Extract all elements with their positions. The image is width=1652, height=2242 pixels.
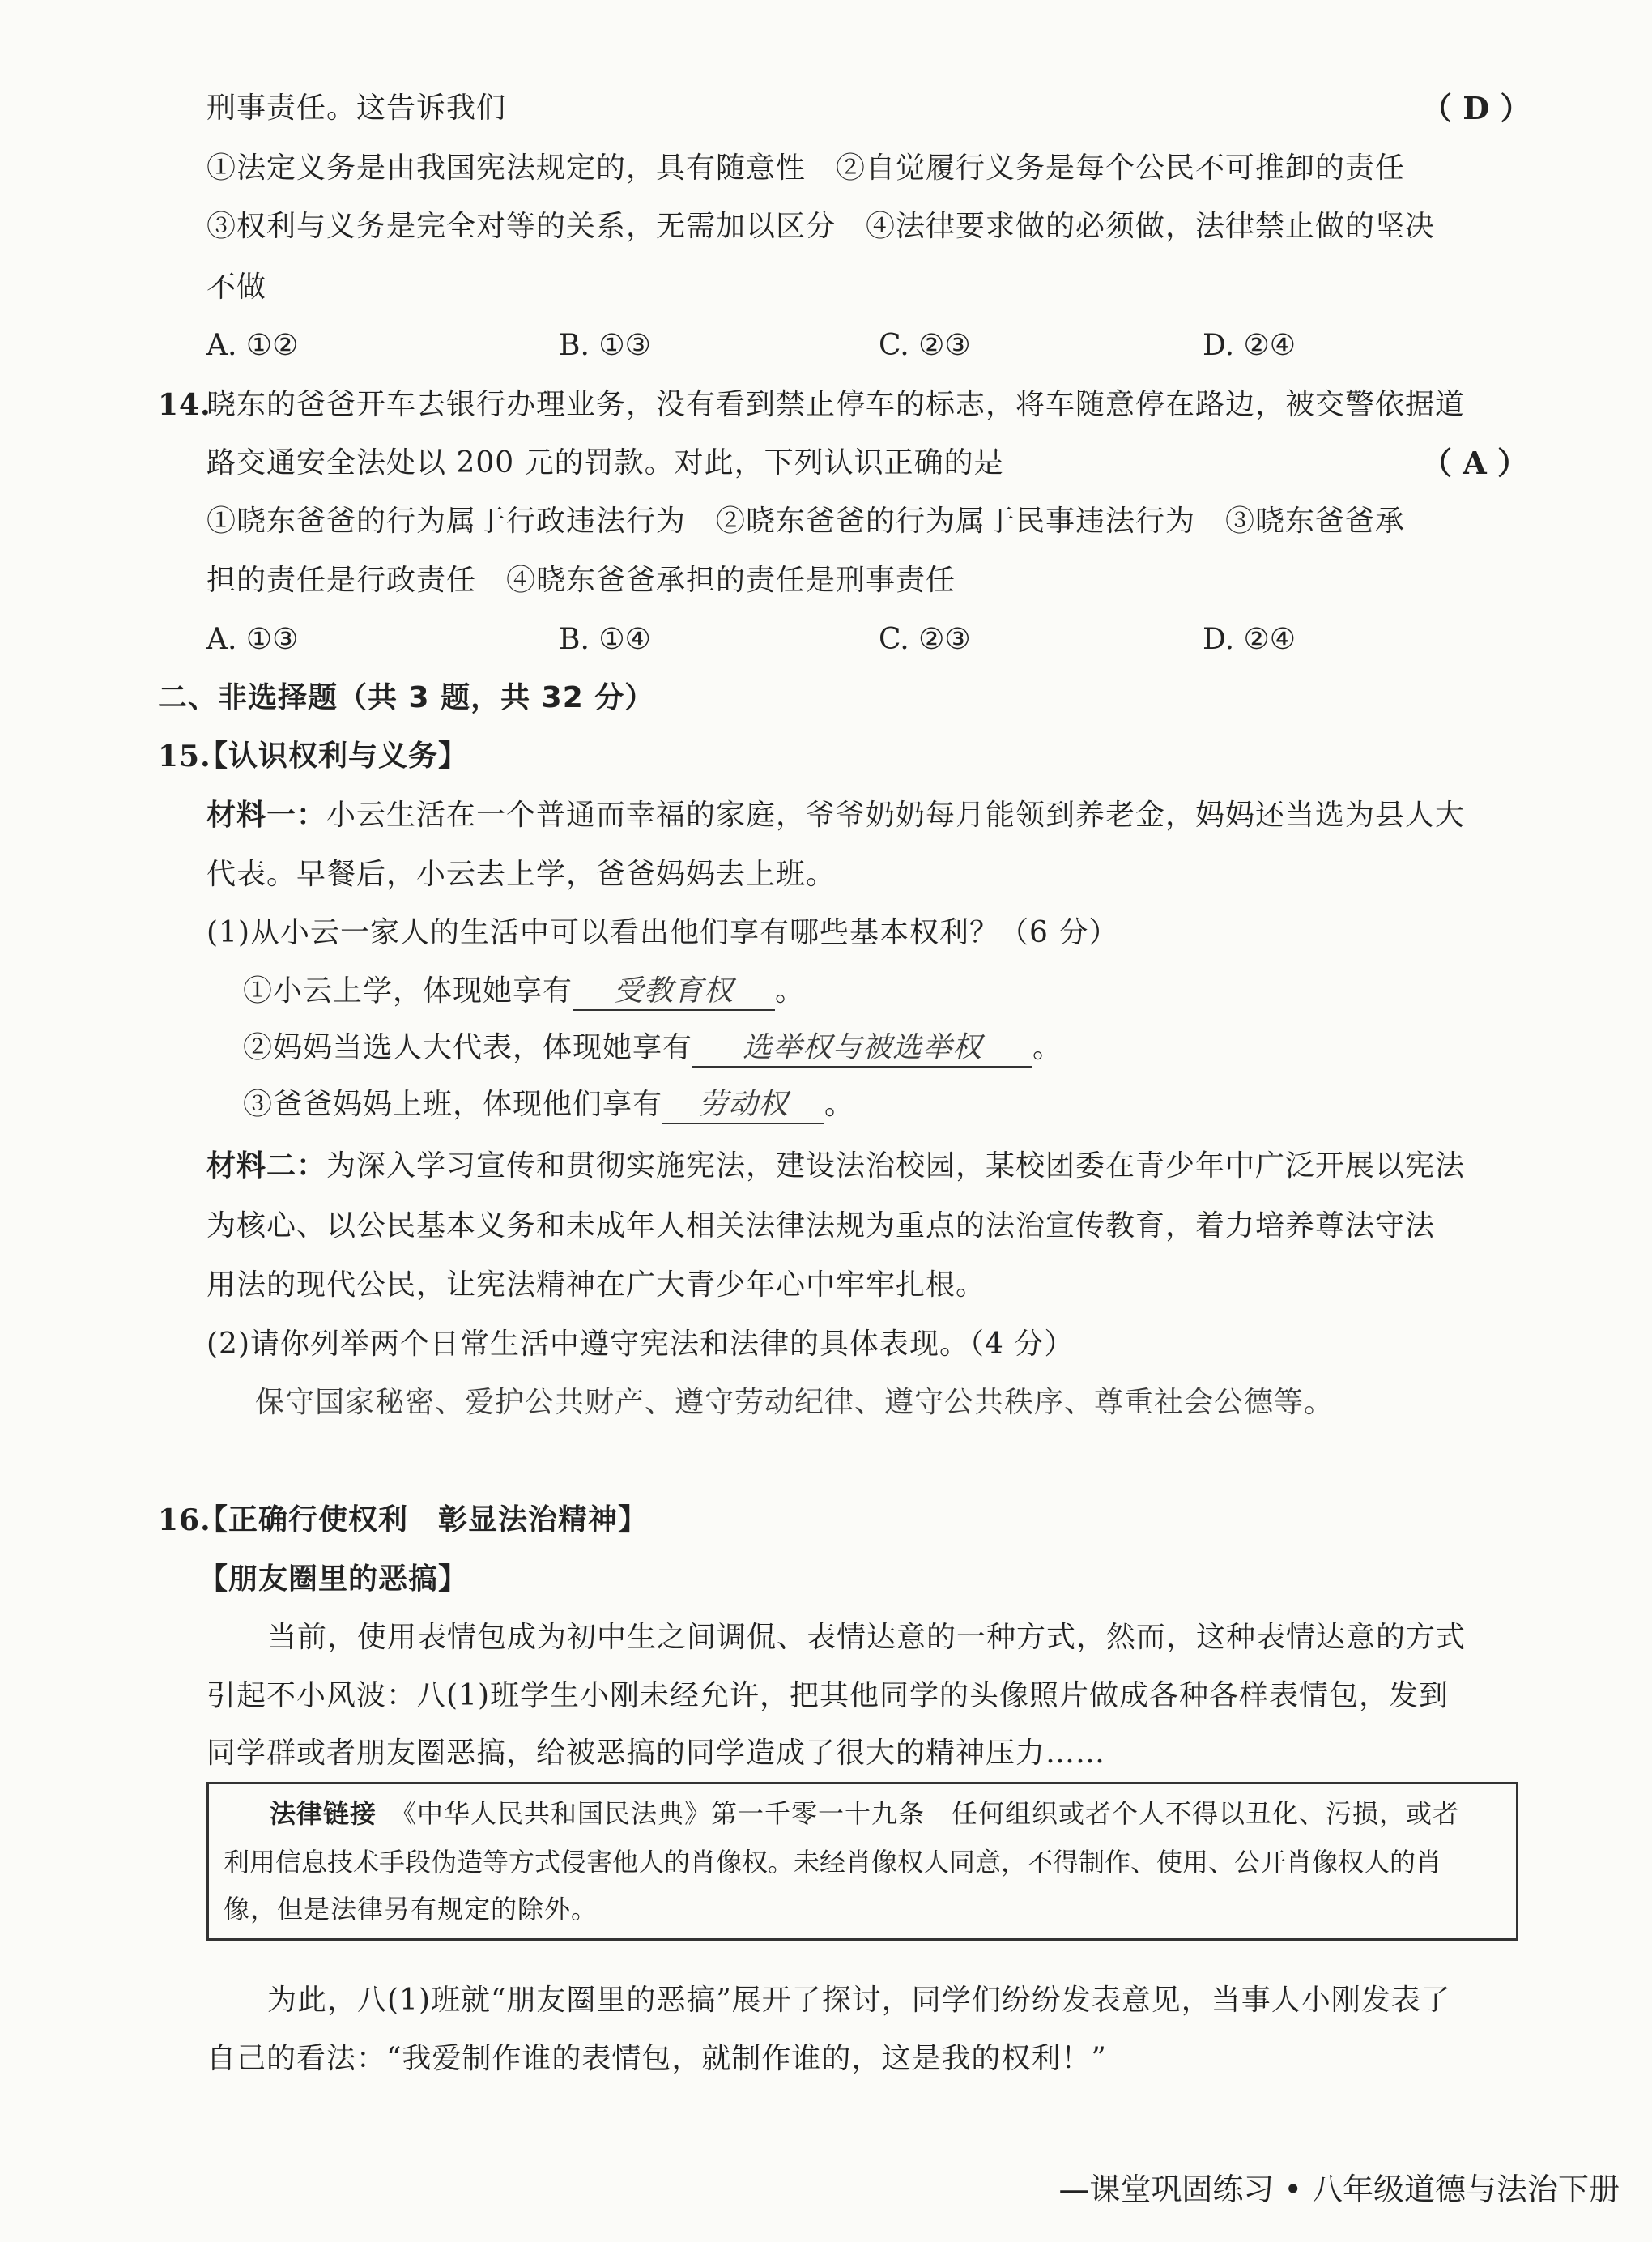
q13-statements-line1: ①法定义务是由我国宪法规定的，具有随意性 ②自觉履行义务是每个公民不可推卸的责任 <box>206 151 1406 185</box>
q16-subtitle: 【朋友圈里的恶搞】 <box>198 1562 469 1596</box>
q13-option-d: D. ②④ <box>1203 329 1296 362</box>
section-2-heading: 二、非选择题（共 3 题，共 32 分） <box>158 681 655 714</box>
q15-answer-2-fill: 选举权与被选举权 <box>692 1030 1032 1068</box>
q14-stem-line2: 路交通安全法处以 200 元的罚款。对此，下列认识正确的是 <box>206 446 1004 480</box>
q15-answer-1-fill: 受教育权 <box>573 974 775 1011</box>
q13-option-a: A. ①② <box>206 329 299 362</box>
page-footer: —课堂巩固练习 • 八年级道德与法治下册 <box>1058 2172 1620 2207</box>
q15-sub-question-2: (2)请你列举两个日常生活中遵守宪法和法律的具体表现。（4 分） <box>206 1328 1075 1361</box>
q15-title: 【认识权利与义务】 <box>198 740 469 773</box>
q15-answer-1-period: 。 <box>775 974 806 1008</box>
q14-option-b: B. ①④ <box>559 623 651 656</box>
q14-statements-line2: 担的责任是行政责任 ④晓东爸爸承担的责任是刑事责任 <box>206 564 956 597</box>
q15-answer-1-prompt: ①小云上学，体现她享有 <box>243 974 573 1008</box>
q15-material-2-line3: 用法的现代公民，让宪法精神在广大青少年心中牢牢扎根。 <box>206 1268 986 1302</box>
q15-answer-2-period: 。 <box>1032 1031 1063 1064</box>
legal-link-line2: 利用信息技术手段伪造等方式侵害他人的肖像权。未经肖像权人同意，不得制作、使用、公开肖像权人的肖 <box>224 1847 1442 1878</box>
legal-link-box <box>206 1782 1518 1941</box>
q15-sub-question-2-answer: 保守国家秘密、爱护公共财产、遵守劳动纪律、遵守公共秩序、尊重社会公德等。 <box>255 1386 1335 1419</box>
q14-option-d: D. ②④ <box>1203 623 1296 656</box>
q14-number: 14. <box>158 388 211 422</box>
q16-paragraph-1-line3: 同学群或者朋友圈恶搞，给被恶搞的同学造成了很大的精神压力…… <box>206 1737 1106 1770</box>
q16-paragraph-1-line2: 引起不小风波：八(1)班学生小刚未经允许，把其他同学的头像照片做成各种各样表情包，发到 <box>206 1679 1449 1712</box>
q15-answer-3 <box>243 1087 854 1124</box>
q15-answer-3-prompt: ③爸爸妈妈上班，体现他们享有 <box>243 1088 663 1121</box>
q16-number: 16. <box>158 1503 211 1537</box>
q16-paragraph-2-line1: 为此，八(1)班就“朋友圈里的恶搞”展开了探讨，同学们纷纷发表意见，当事人小刚发表了 <box>267 1984 1451 2017</box>
q15-number: 15. <box>158 740 211 774</box>
q15-sub-question-1: (1)从小云一家人的生活中可以看出他们享有哪些基本权利？（6 分） <box>206 916 1119 949</box>
q13-statements-line3: 不做 <box>206 271 267 304</box>
legal-link-label: 法律链接 <box>270 1798 377 1829</box>
q14-option-c: C. ②③ <box>879 623 971 656</box>
q15-answer-2 <box>243 1030 1062 1068</box>
legal-link-line3: 像，但是法律另有规定的除外。 <box>224 1894 598 1924</box>
q15-material-2-line2: 为核心、以公民基本义务和未成年人相关法律法规为重点的法治宣传教育，着力培养尊法守法 <box>206 1209 1436 1242</box>
q15-material-1-label: 材料一： <box>206 799 327 832</box>
legal-link-line1 <box>270 1797 1459 1830</box>
q15-material-2-text: 为深入学习宣传和贯彻实施宪法，建设法治校园，某校团委在青少年中广泛开展以宪法 <box>326 1149 1466 1183</box>
q16-paragraph-1-line1: 当前，使用表情包成为初中生之间调侃、表情达意的一种方式，然而，这种表情达意的方式 <box>267 1621 1467 1654</box>
q13-option-b: B. ①③ <box>559 329 651 362</box>
q15-answer-3-period: 。 <box>824 1088 855 1121</box>
q15-answer-2-prompt: ②妈妈当选人大代表，体现她享有 <box>243 1031 693 1064</box>
q14-answer: （ A ） <box>1421 445 1528 481</box>
q14-stem-line1: 晓东的爸爸开车去银行办理业务，没有看到禁止停车的标志，将车随意停在路边，被交警依据道 <box>206 388 1466 421</box>
q15-answer-1 <box>243 974 805 1011</box>
q15-material-1-text: 小云生活在一个普通而幸福的家庭，爷爷奶奶每月能领到养老金，妈妈还当选为县人大 <box>326 799 1466 832</box>
q15-material-2-label: 材料二： <box>206 1149 327 1183</box>
q16-title: 【正确行使权利 彰显法治精神】 <box>198 1503 649 1537</box>
q13-stem-tail: 刑事责任。这告诉我们 <box>206 92 507 125</box>
q14-option-a: A. ①③ <box>206 623 299 656</box>
q15-material-1-line1 <box>206 798 1465 833</box>
q15-material-2-line1 <box>206 1149 1465 1184</box>
q16-paragraph-2-line2: 自己的看法：“我爱制作谁的表情包，就制作谁的，这是我的权利！” <box>206 2042 1107 2075</box>
q13-statements-line2: ③权利与义务是完全对等的关系，无需加以区分 ④法律要求做的必须做，法律禁止做的坚决 <box>206 210 1436 243</box>
q13-option-c: C. ②③ <box>879 329 971 362</box>
q15-answer-3-fill: 劳动权 <box>662 1087 824 1124</box>
q14-statements-line1: ①晓东爸爸的行为属于行政违法行为 ②晓东爸爸的行为属于民事违法行为 ③晓东爸爸承 <box>206 505 1406 538</box>
q13-answer: （ D ） <box>1421 90 1531 126</box>
legal-link-text: 《中华人民共和国民法典》第一千零一十九条 任何组织或者个人不得以丑化、污损，或者 <box>403 1798 1460 1829</box>
q15-material-1-line2: 代表。早餐后，小云去上学，爸爸妈妈去上班。 <box>206 858 837 891</box>
